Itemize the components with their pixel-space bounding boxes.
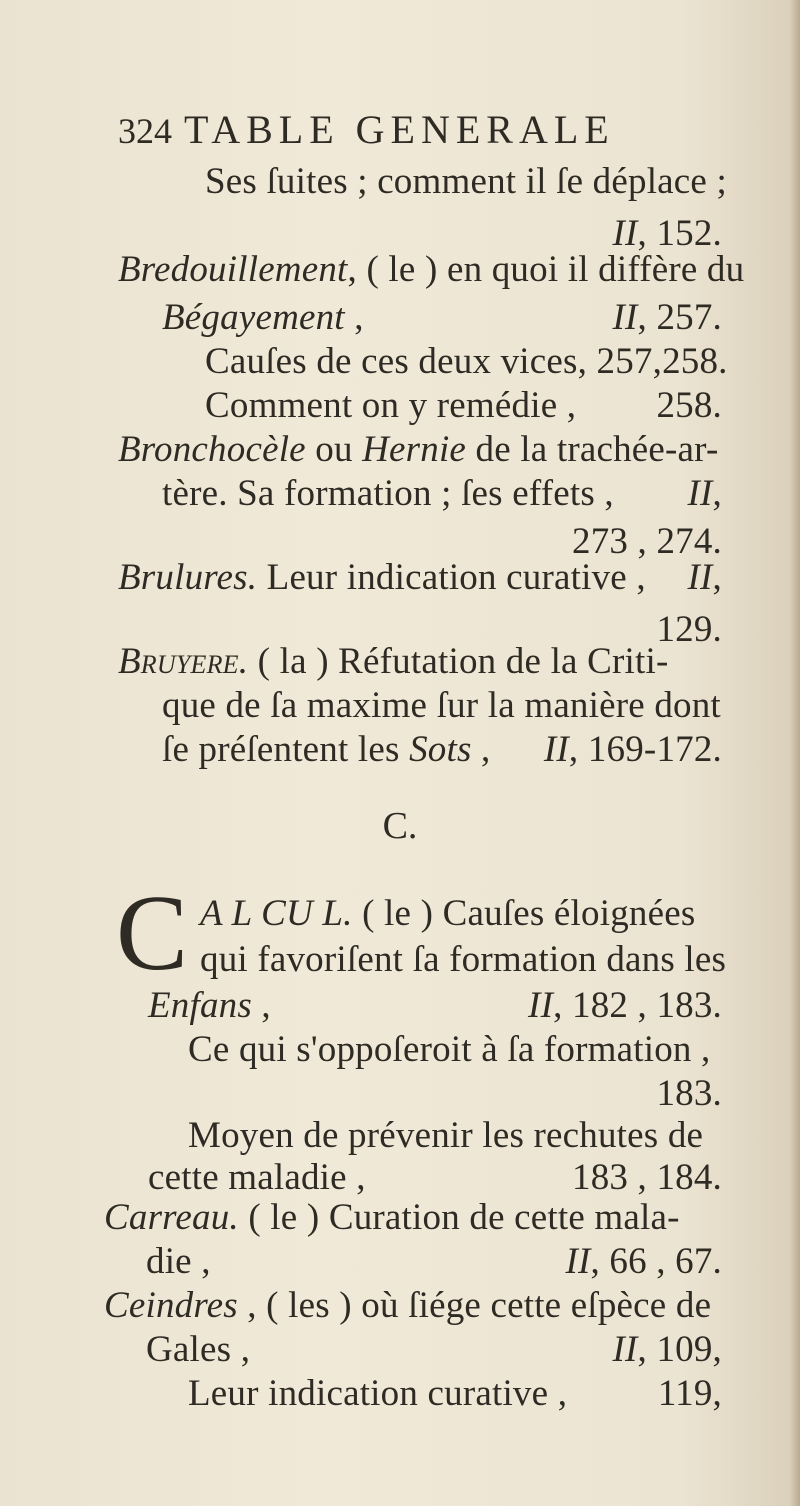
entry-line: Brulures. Leur indication curative , bbox=[118, 557, 646, 598]
entry-line: Bégayement , bbox=[162, 297, 364, 338]
entry-line: Bruyere. ( la ) Réfutation de la Criti- bbox=[118, 641, 669, 682]
entry-line: Ses ſuites ; comment il ſe déplace ; bbox=[205, 161, 727, 202]
entry-line: Carreau. ( le ) Curation de cette mala- bbox=[104, 1197, 680, 1238]
header-title: TABLE GENERALE bbox=[184, 107, 615, 152]
entry-ref: II, 182 , 183. bbox=[528, 985, 722, 1026]
page-number: 324 bbox=[118, 111, 172, 151]
entry-ref: II, 66 , 67. bbox=[565, 1241, 722, 1282]
entry-line: ſe préſentent les Sots , bbox=[162, 729, 491, 770]
entry-line: Bronchocèle ou Hernie de la trachée-ar- bbox=[118, 429, 719, 470]
entry-ref: II, bbox=[687, 473, 722, 514]
entry-ref: II, 257. bbox=[612, 297, 722, 338]
entry-line: Gales , bbox=[146, 1329, 251, 1370]
entry-line: que de ſa maxime ſur la manière dont bbox=[162, 685, 721, 726]
entry-ref: II, bbox=[687, 557, 722, 598]
entry-line: Cauſes de ces deux vices, 257,258. bbox=[205, 341, 728, 382]
entry-ref: 273 , 274. bbox=[572, 521, 722, 562]
entry-ref: 183 , 184. bbox=[572, 1157, 722, 1198]
entry-line: Comment on y remédie , bbox=[205, 385, 577, 426]
drop-cap: C bbox=[116, 874, 189, 993]
entry-line: Bredouillement, ( le ) en quoi il diffère du bbox=[118, 249, 745, 290]
entry-line: Leur indication curative , bbox=[188, 1373, 568, 1414]
page-edge bbox=[790, 0, 800, 1506]
entry-line: II, 152. bbox=[612, 213, 722, 254]
entry-ref: 119, bbox=[657, 1373, 722, 1414]
entry-line: die , bbox=[146, 1241, 211, 1282]
entry-line: Ceindres , ( les ) où ſiége cette eſpèce de bbox=[104, 1285, 712, 1326]
entry-line: cette maladie , bbox=[148, 1157, 366, 1198]
entry-line: Enfans , bbox=[148, 985, 271, 1026]
section-heading: C. bbox=[382, 805, 418, 847]
entry-line: Ce qui s'oppoſeroit à ſa formation , bbox=[188, 1029, 711, 1070]
entry-ref: 183. bbox=[656, 1073, 722, 1114]
entry-ref: 129. bbox=[656, 609, 722, 650]
entry-ref: II, 109, bbox=[612, 1329, 722, 1370]
running-header bbox=[118, 106, 615, 155]
entry-line: A L CU L. ( le ) Cauſes éloignées bbox=[200, 893, 696, 934]
entry-ref: II, 169-172. bbox=[543, 729, 722, 770]
entry-ref: 258. bbox=[656, 385, 722, 426]
entry-line: Moyen de prévenir les rechutes de bbox=[188, 1115, 704, 1156]
entry-line: tère. Sa formation ; ſes effets , bbox=[162, 473, 614, 514]
entry-line: qui favoriſent ſa formation dans les bbox=[200, 939, 727, 980]
